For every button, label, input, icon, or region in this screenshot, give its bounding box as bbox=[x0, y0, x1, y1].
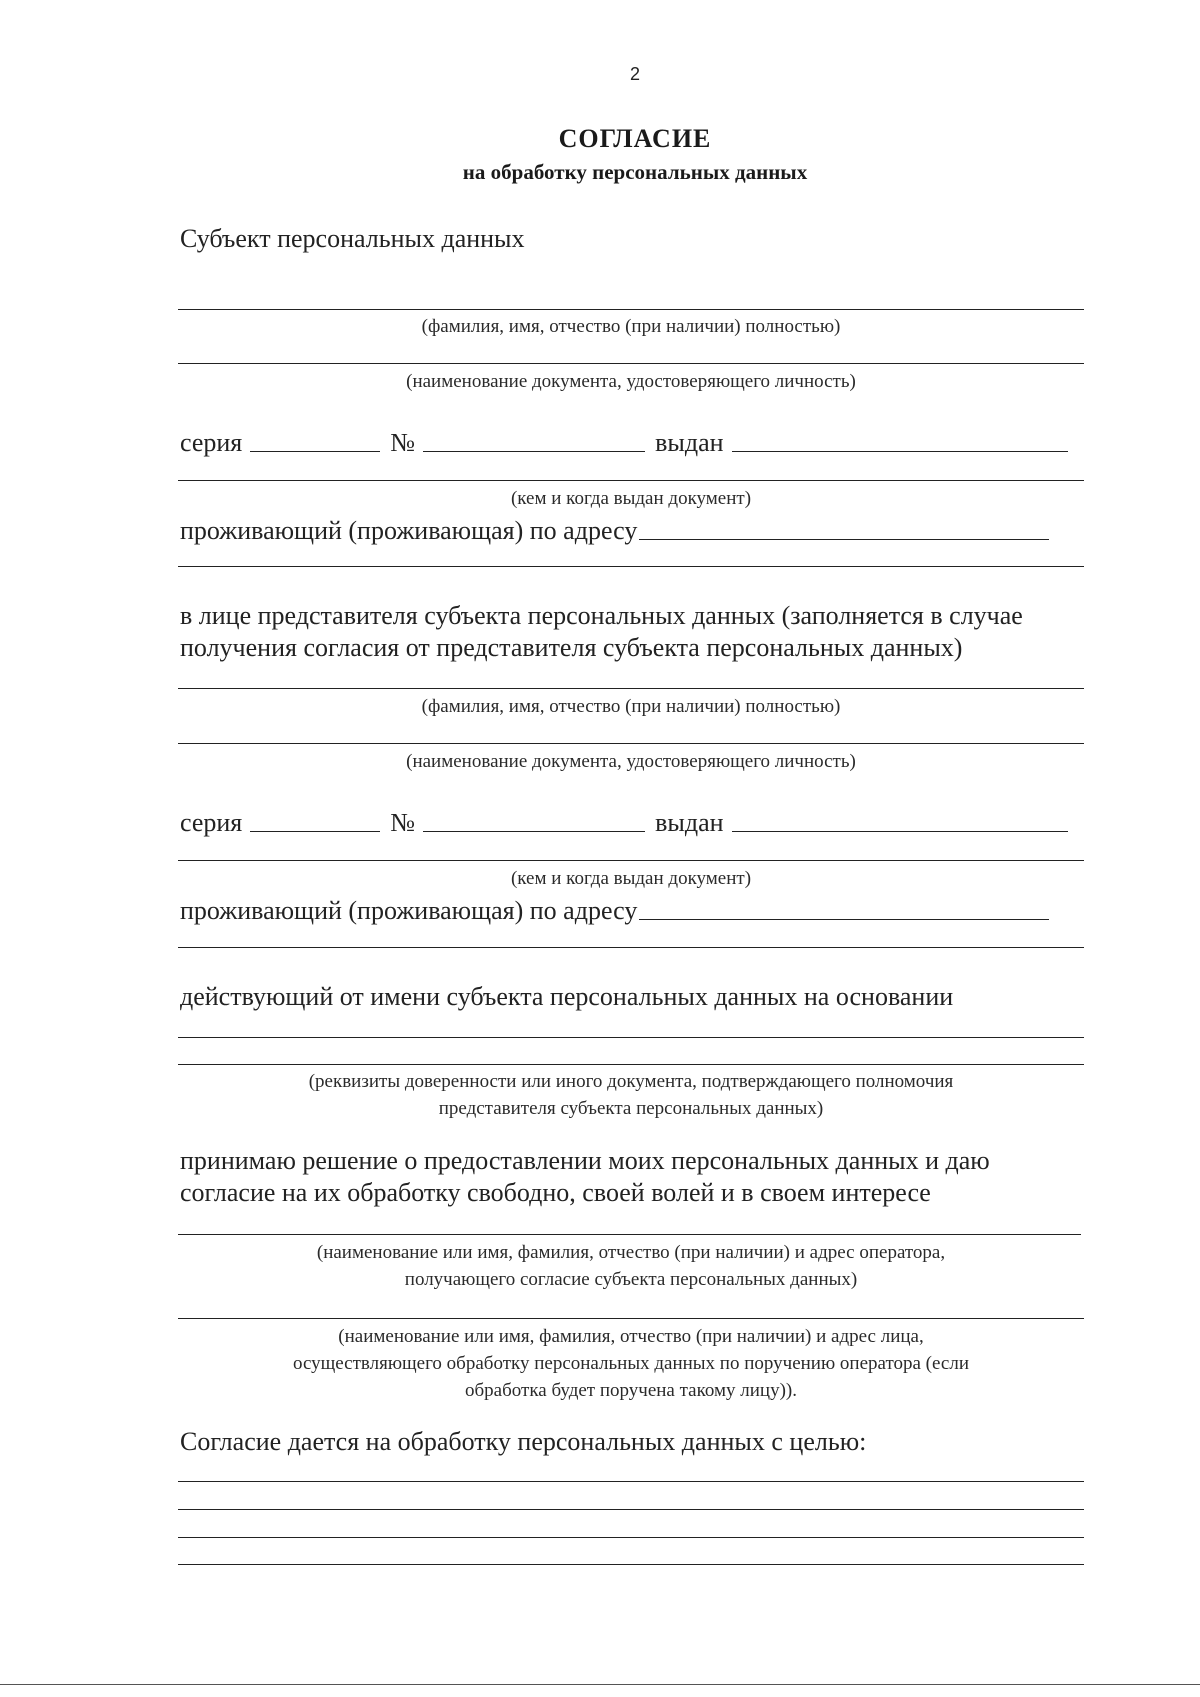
subject-fio-field[interactable] bbox=[178, 309, 1084, 310]
power-doc-field-1[interactable] bbox=[178, 1037, 1084, 1038]
rep-doc-field[interactable] bbox=[178, 743, 1084, 744]
issued-label: выдан bbox=[655, 808, 724, 837]
rep-address-row bbox=[180, 896, 1086, 926]
subject-series-field[interactable] bbox=[250, 433, 380, 452]
caption-doc-rep: (наименование документа, удостоверяющего личность) bbox=[406, 751, 856, 772]
caption-fio-rep: (фамилия, имя, отчество (при наличии) полностью) bbox=[421, 696, 841, 717]
caption-issued-rep: (кем и когда выдан документ) bbox=[510, 868, 752, 889]
address-label: проживающий (проживающая) по адресу bbox=[180, 516, 638, 545]
caption-processor-1: (наименование или имя, фамилия, отчество (при наличии) и адрес лица, bbox=[338, 1326, 924, 1347]
purpose-text: Согласие дается на обработку персональных данных с целью: bbox=[180, 1427, 867, 1456]
page-edge-divider bbox=[0, 1684, 1200, 1685]
rep-series-row bbox=[180, 808, 1086, 838]
subject-issued-field-2[interactable] bbox=[178, 480, 1084, 481]
document-title: СОГЛАСИЕ bbox=[558, 124, 712, 153]
subject-series-row bbox=[180, 428, 1086, 458]
subject-doc-field[interactable] bbox=[178, 363, 1084, 364]
caption-issued: (кем и когда выдан документ) bbox=[510, 488, 752, 509]
subject-issued-field[interactable] bbox=[732, 433, 1068, 452]
rep-number-field[interactable] bbox=[423, 813, 645, 832]
rep-address-field[interactable] bbox=[639, 901, 1049, 920]
decision-text-1: принимаю решение о предоставлении моих персональных данных и даю bbox=[180, 1146, 990, 1175]
page-number: 2 bbox=[629, 64, 640, 84]
acting-text: действующий от имени субъекта персональных данных на основании bbox=[180, 982, 954, 1011]
subject-label: Субъект персональных данных bbox=[180, 224, 525, 253]
decision-text-2: согласие на их обработку свободно, своей волей и в своем интересе bbox=[180, 1178, 931, 1207]
processor-field[interactable] bbox=[178, 1318, 1084, 1319]
power-doc-field-2[interactable] bbox=[178, 1064, 1084, 1065]
purpose-field-2[interactable] bbox=[178, 1509, 1084, 1510]
rep-issued-field[interactable] bbox=[732, 813, 1068, 832]
number-label: № bbox=[390, 428, 416, 457]
representative-text-2: получения согласия от представителя субъекта персональных данных) bbox=[180, 633, 963, 662]
number-label: № bbox=[390, 808, 416, 837]
caption-operator-2: получающего согласие субъекта персональных данных) bbox=[404, 1269, 858, 1290]
issued-label: выдан bbox=[655, 428, 724, 457]
representative-text-1: в лице представителя субъекта персональных данных (заполняется в случае bbox=[180, 601, 1023, 630]
purpose-field-4[interactable] bbox=[178, 1564, 1084, 1565]
caption-fio: (фамилия, имя, отчество (при наличии) полностью) bbox=[421, 316, 841, 337]
caption-power-2: представителя субъекта персональных данных) bbox=[438, 1098, 824, 1119]
caption-doc: (наименование документа, удостоверяющего личность) bbox=[406, 371, 856, 392]
address-label: проживающий (проживающая) по адресу bbox=[180, 896, 638, 925]
series-label: серия bbox=[180, 808, 243, 837]
caption-processor-3: обработка будет поручена такому лицу)). bbox=[465, 1380, 797, 1401]
document-subtitle: на обработку персональных данных bbox=[462, 160, 808, 184]
subject-number-field[interactable] bbox=[423, 433, 645, 452]
caption-operator-1: (наименование или имя, фамилия, отчество (при наличии) и адрес оператора, bbox=[316, 1242, 946, 1263]
rep-series-field[interactable] bbox=[250, 813, 380, 832]
purpose-field-3[interactable] bbox=[178, 1537, 1084, 1538]
series-label: серия bbox=[180, 428, 243, 457]
rep-fio-field[interactable] bbox=[178, 688, 1084, 689]
purpose-field-1[interactable] bbox=[178, 1481, 1084, 1482]
subject-address-row bbox=[180, 516, 1086, 546]
subject-address-field[interactable] bbox=[639, 521, 1049, 540]
subject-address-field-2[interactable] bbox=[178, 566, 1084, 567]
caption-processor-2: осуществляющего обработку персональных данных по поручению оператора (если bbox=[292, 1353, 969, 1374]
rep-issued-field-2[interactable] bbox=[178, 860, 1084, 861]
operator-field[interactable] bbox=[178, 1234, 1081, 1235]
rep-address-field-2[interactable] bbox=[178, 947, 1084, 948]
caption-power-1: (реквизиты доверенности или иного документа, подтверждающего полномочия bbox=[308, 1071, 954, 1092]
